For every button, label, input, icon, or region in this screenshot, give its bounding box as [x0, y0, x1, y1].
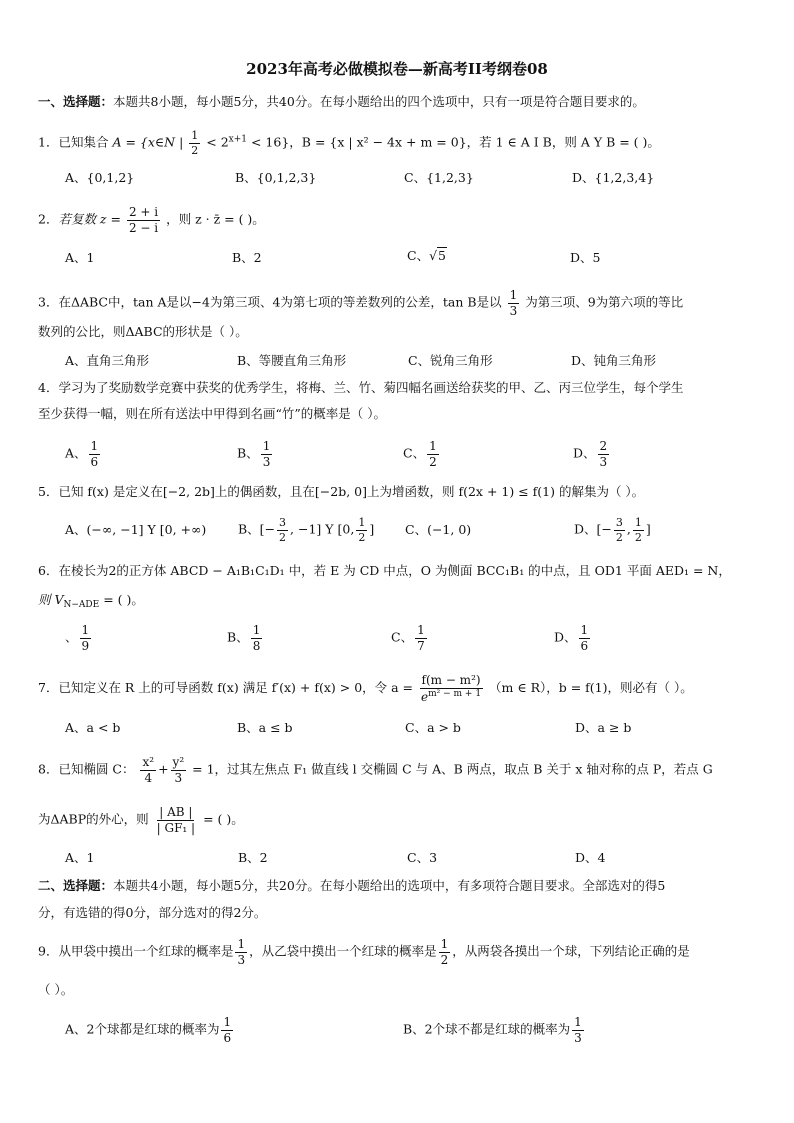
denominator: 3 [262, 454, 271, 469]
question-7 [38, 674, 693, 703]
denominator: 2 [440, 952, 449, 967]
q4-option-b[interactable] [237, 440, 274, 468]
numerator: 1 [429, 439, 437, 453]
q9-fraction-2 [439, 938, 451, 966]
numerator: 3 [279, 516, 287, 529]
q8-option-a[interactable]: A、1 [65, 850, 95, 865]
denominator: 3 [599, 454, 608, 469]
numerator: 1 [237, 937, 246, 951]
q7-option-b[interactable]: B、a ≤ b [237, 720, 293, 735]
option-fraction [598, 440, 610, 468]
q3-option-b[interactable]: B、等腰直角三角形 [237, 353, 347, 368]
q5-option-a[interactable]: A、(−∞, −1] Y [0, +∞) [65, 522, 207, 537]
q3-option-c[interactable]: C、锐角三角形 [408, 353, 493, 368]
question-number: 1． [38, 134, 59, 150]
q8-text-end: = 1，过其左焦点 F₁ 做直线 l 交椭圆 C 与 A、B 两点，取点 B 关于 x 轴对称的点 P，若点 G [192, 761, 713, 777]
q3-line-2: 数列的公比，则ΔABC的形状是（ ）。 [38, 324, 248, 339]
numerator: 1 [509, 288, 518, 302]
option-label: A、2个球都是红球的概率为 [65, 1021, 220, 1037]
option-label: 、 [65, 629, 78, 645]
q8-plus: + [158, 761, 169, 777]
numerator: 1 [440, 937, 449, 951]
page-title: 2023年高考必做模拟卷—新高考II考纲卷08 [246, 60, 548, 78]
q3-fraction [508, 289, 520, 317]
q6-line-2 [38, 594, 144, 610]
q1-setA-end: < 16} [250, 134, 290, 150]
q6-option-c[interactable] [391, 624, 429, 652]
numerator: 1 [223, 1015, 232, 1029]
q6-option-d[interactable] [554, 624, 592, 652]
q3-option-d[interactable]: D、钝角三角形 [571, 353, 657, 368]
q2-text-end: ，则 z · z̄ = ( )。 [166, 211, 265, 227]
denominator: 3 [174, 770, 183, 785]
q7-text: 7．已知定义在 R 上的可导函数 f(x) 满足 f′(x) + f(x) > 0，令 a = [38, 680, 414, 696]
numerator: 1 [252, 623, 261, 637]
denominator: 8 [252, 638, 261, 653]
q2-fraction [127, 206, 160, 234]
option-fraction [572, 1016, 584, 1044]
q8-fraction-x [140, 756, 156, 784]
radicand: 5 [438, 248, 446, 263]
denominator: 2 [358, 530, 366, 544]
numerator: 1 [417, 623, 425, 637]
numerator: 1 [191, 129, 199, 142]
denominator: 2 [279, 530, 287, 544]
q8-line-2 [38, 806, 244, 834]
option-label: C、 [391, 629, 414, 645]
q1-setB: ，B = {x | x² − 4x + m = 0}，若 1 ∈ A I B，则 A Y B = ( )。 [289, 134, 660, 150]
numerator: 1 [81, 623, 90, 637]
option-fraction [579, 624, 591, 652]
q1-fraction [189, 130, 200, 156]
option-fraction [221, 1016, 233, 1044]
exponent: m² − m + 1 [428, 688, 482, 699]
question-1 [38, 130, 660, 156]
q5-option-b[interactable] [238, 517, 374, 543]
numerator: 2 [599, 439, 608, 453]
numerator: 1 [262, 439, 271, 453]
denominator: 6 [90, 454, 99, 469]
q6-text-end: = ( )。 [99, 592, 144, 607]
question-3 [38, 289, 683, 317]
denominator: 6 [580, 638, 589, 653]
denominator [419, 689, 483, 704]
q3-text: 3．在ΔABC中，tan A是以−4为第三项、4为第七项的等差数列的公差，tan B是以 [38, 294, 502, 310]
option-fraction [251, 624, 263, 652]
option-fraction [633, 517, 644, 543]
numerator: 1 [634, 516, 642, 529]
section2-header [38, 880, 665, 893]
numerator: y² [172, 755, 185, 769]
q5-line: 5．已知 f(x) 是定义在[−2, 2b]上的偶函数，且在[−2b, 0]上为增函数，则 f(2x + 1) ≤ f(1) 的解集为（ ）。 [38, 484, 645, 499]
option-fraction [261, 440, 273, 468]
section1-text: 本题共8小题，每小题5分，共40分。在每小题给出的四个选项中，只有一项是符合题目要求的。 [113, 94, 645, 109]
option-fraction [356, 517, 367, 543]
numerator: 3 [615, 516, 623, 529]
denominator: 3 [574, 1030, 582, 1045]
option-text: , [626, 521, 631, 537]
q8-text: 8．已知椭圆 C： [38, 761, 135, 777]
q1-option-d[interactable]: D、{1,2,3,4} [572, 170, 655, 185]
option-label: D、[− [574, 521, 612, 537]
q3-option-a[interactable]: A、直角三角形 [65, 353, 150, 368]
option-label: C、 [407, 248, 430, 263]
section1-header [38, 96, 645, 109]
option-fraction [89, 440, 101, 468]
option-label: A、 [65, 445, 87, 461]
q9-fraction-1 [235, 938, 247, 966]
q9-option-a[interactable] [65, 1016, 235, 1044]
q7-text-end: （m ∈ R），b = f(1)，则必有（ ）。 [489, 680, 693, 696]
denominator: 9 [81, 638, 90, 653]
option-fraction [614, 517, 625, 543]
q1-text: 已知集合 [58, 134, 109, 150]
q6-option-b[interactable] [227, 624, 264, 652]
option-label: C、 [403, 445, 426, 461]
option-label: B、[− [238, 521, 276, 537]
q6-option-a[interactable] [65, 624, 93, 652]
numerator: 1 [358, 516, 366, 529]
numerator: x² [142, 755, 155, 769]
q9-text-2: ，从乙袋中摸出一个红球的概率是 [249, 943, 437, 959]
denominator: 2 [615, 530, 623, 544]
denominator: 3 [509, 303, 518, 318]
q1-option-a[interactable]: A、{0,1,2} [65, 170, 135, 185]
option-label: D、 [573, 445, 596, 461]
q1-exponent: x+1 [228, 134, 247, 145]
q8-text-end-2: = ( )。 [203, 811, 244, 827]
q8-option-d[interactable]: D、4 [575, 850, 606, 865]
q2-option-b[interactable]: B、2 [232, 250, 262, 265]
option-fraction [415, 624, 427, 652]
q9-text-3: ，从两袋各摸出一个球，下列结论正确的是 [452, 943, 690, 959]
numerator: 1 [580, 623, 589, 637]
q9-text: 9．从甲袋中摸出一个红球的概率是 [38, 943, 234, 959]
q6-line-1: 6．在棱长为2的正方体 ABCD − A₁B₁C₁D₁ 中，若 E 为 CD 中点，O 为侧面 BCC₁B₁ 的中点，且 OD1 平面 AED₁ = N， [38, 563, 731, 578]
q8-option-c[interactable]: C、3 [407, 850, 438, 865]
denominator: 3 [237, 952, 246, 967]
q1-option-c[interactable]: C、{1,2,3} [404, 170, 474, 185]
q8-fraction-y [171, 756, 187, 784]
numerator: f(m − m²) [421, 673, 481, 687]
option-label: D、 [554, 629, 577, 645]
denominator: 2 [634, 530, 642, 544]
q3-text-2: 为第三项、9为第六项的等比 [525, 294, 684, 310]
q9-option-b[interactable] [403, 1016, 586, 1044]
question-2 [38, 206, 265, 234]
numerator: 2 + i [128, 205, 159, 219]
q2-option-d[interactable]: D、5 [570, 250, 601, 265]
section2-text-2: 分，有选错的得0分，部分选对的得2分。 [38, 905, 267, 920]
denominator: 6 [223, 1030, 232, 1045]
q4-line-2: 至少获得一幅，则在所有送法中甲得到名画“竹”的概率是（ ）。 [38, 406, 387, 421]
option-text: ] [645, 521, 651, 537]
q7-option-c[interactable]: C、a > b [405, 720, 461, 735]
option-label: B、2个球不都是红球的概率为 [403, 1021, 571, 1037]
option-fraction [80, 624, 92, 652]
q8-fraction-ratio [155, 806, 197, 834]
q1-setA: A = {x∈N | [112, 134, 184, 150]
q1-ineq: < 2 [206, 134, 229, 150]
denominator: 2 − i [128, 220, 159, 235]
q1-option-b[interactable]: B、{0,1,2,3} [235, 170, 317, 185]
denominator: 2 [429, 454, 437, 469]
numerator: 1 [574, 1015, 582, 1029]
section2-head: 二、选择题： [38, 878, 114, 893]
section2-text-1: 本题共4小题，每小题5分，共20分。在每小题给出的选项中，有多项符合题目要求。全部选对的得5 [113, 878, 666, 893]
q8-text-2: 为ΔABP的外心，则 [38, 811, 149, 827]
sqrt-symbol: √5 [429, 248, 446, 263]
option-label: B、 [237, 445, 259, 461]
section1-head: 一、选择题： [38, 94, 114, 109]
option-fraction [427, 440, 439, 468]
denominator: | GF₁ | [156, 820, 196, 835]
denominator: 4 [144, 770, 153, 785]
q4-option-d[interactable] [573, 440, 611, 468]
q2-text: 若复数 z = [58, 211, 121, 227]
question-number: 2． [38, 211, 59, 227]
option-label: B、 [227, 629, 249, 645]
q2-option-c[interactable] [407, 250, 447, 263]
q9-line-2: （ ）。 [38, 982, 74, 997]
question-8 [38, 756, 713, 784]
q6-subscript: N−ADE [63, 600, 100, 610]
q6-volume: 则 V [38, 592, 64, 607]
q4-option-a[interactable] [65, 440, 102, 468]
numerator: | AB | [159, 805, 193, 819]
option-text: ] [369, 521, 375, 537]
q7-option-a[interactable]: A、a < b [65, 720, 121, 735]
q7-option-d[interactable]: D、a ≥ b [575, 720, 632, 735]
base: e [421, 689, 429, 704]
q5-option-d[interactable] [574, 517, 651, 543]
q4-option-c[interactable] [403, 440, 441, 468]
denominator: 2 [191, 143, 199, 157]
numerator: 1 [90, 439, 99, 453]
q4-line-1: 4．学习为了奖励数学竞赛中获奖的优秀学生，将梅、兰、竹、菊四幅名画送给获奖的甲、乙、丙三位学生，每个学生 [38, 380, 684, 395]
q2-option-a[interactable]: A、1 [65, 250, 95, 265]
q8-option-b[interactable]: B、2 [238, 850, 268, 865]
denominator: 7 [417, 638, 425, 653]
question-9 [38, 938, 690, 966]
q7-fraction [419, 674, 483, 703]
option-fraction [277, 517, 288, 543]
option-text: , −1] Y [0, [290, 521, 355, 537]
q5-option-c[interactable]: C、(−1, 0) [405, 522, 472, 537]
